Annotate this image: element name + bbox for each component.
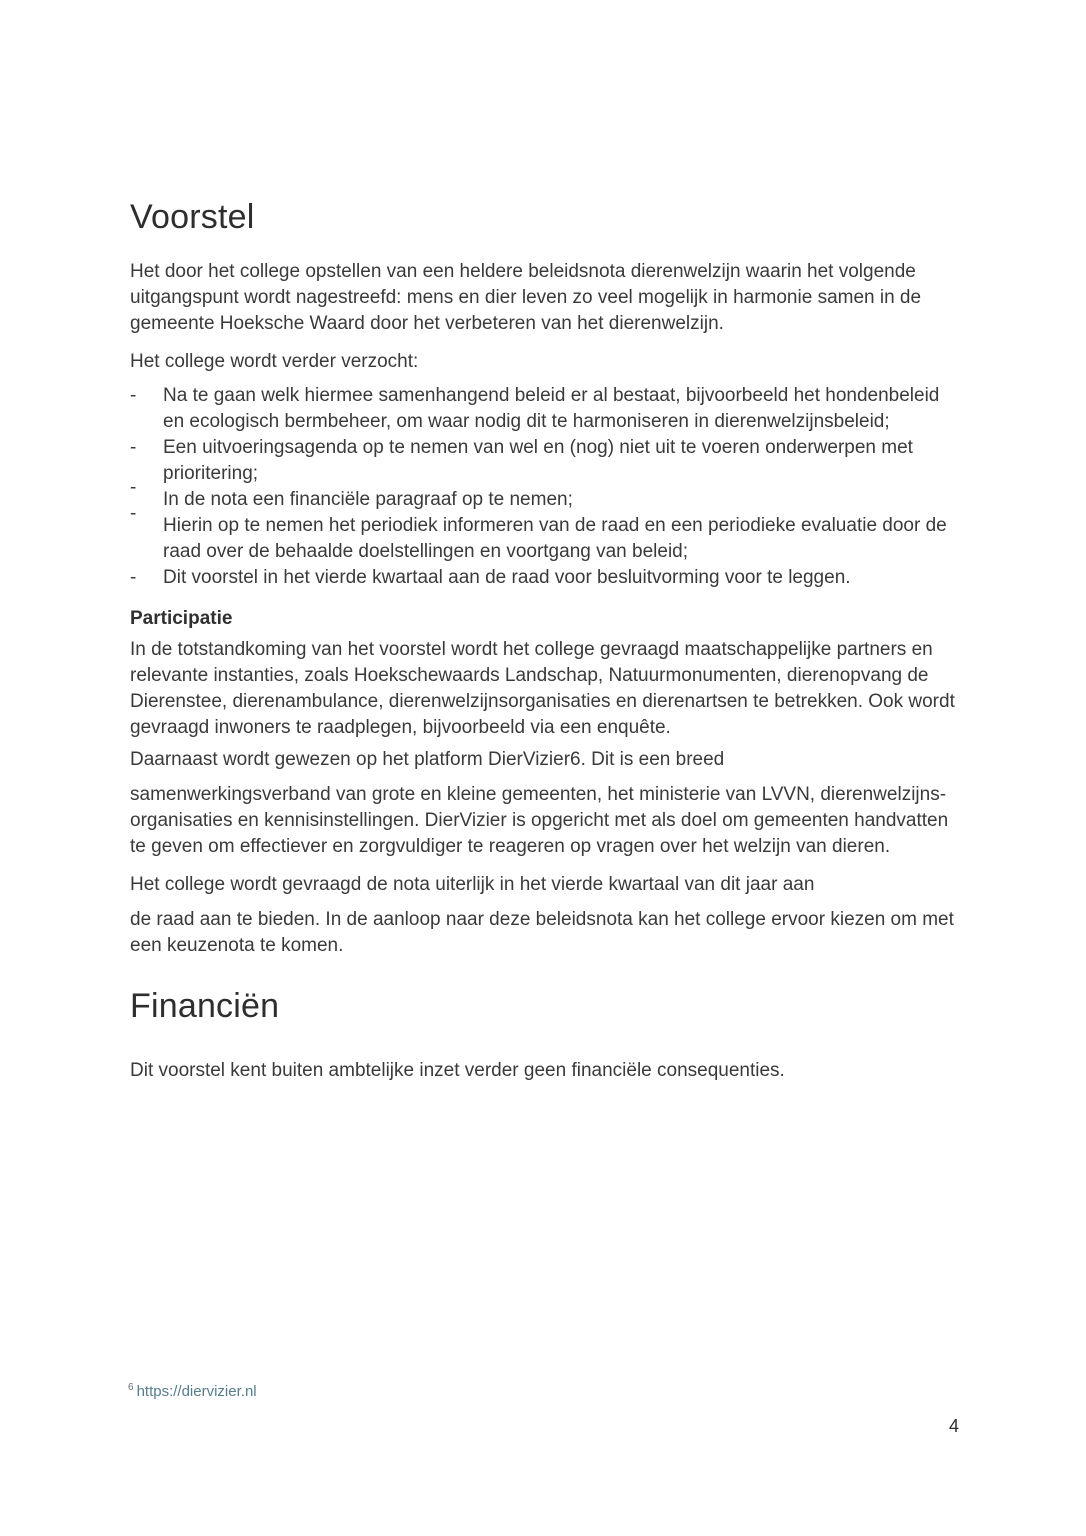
participatie-paragraph-3: [130, 872, 955, 959]
page-number: 4: [948, 1416, 959, 1436]
dash-bullet-icon: -: [130, 502, 137, 524]
footnote-link[interactable]: https://diervizier.nl: [136, 1383, 257, 1400]
footnote-marker: 6: [128, 1382, 134, 1393]
participatie-paragraph-2: [130, 747, 955, 860]
voorstel-request-lead: Het college wordt verder verzocht:: [130, 350, 419, 372]
section-title-financien: Financiën: [130, 986, 280, 1025]
paragraph-line: Het college wordt gevraagd de nota uiterlijk in het vierde kwartaal van dit jaar aan: [130, 873, 815, 895]
participatie-paragraph-1: In de totstandkoming van het voorstel wordt het college gevraagd maatschappelijke partners en relevante instanties, zoals Hoekschewaards Landschap, Natuurmonumenten, dierenopvang de Dierenstee, dierenambulance, dierenwelzijnsorganisaties en dierenartsen te betrekken. Ook wordt gevraagd inwoners te raadplegen, bijvoorbeeld via een enquête.: [130, 638, 955, 738]
dash-bullet-icon: -: [130, 476, 137, 498]
section-title-voorstel: Voorstel: [130, 198, 255, 236]
list-item: [130, 502, 955, 565]
list-item-text: Na te gaan welk hiermee samenhangend beleid er al bestaat, bijvoorbeeld het hondenbeleid en ecologisch bermbeheer, om waar nodig dit te harmoniseren in dierenwelzijnsbeleid;: [163, 384, 940, 432]
list-item: [130, 435, 955, 487]
list-item-text: Dit voorstel in het vierde kwartaal aan de raad voor besluitvorming voor te leggen.: [163, 566, 851, 588]
voorstel-bullet-list: [130, 383, 955, 591]
dash-bullet-icon: -: [130, 436, 137, 458]
list-item-text: In de nota een financiële paragraaf op te nemen;: [163, 488, 573, 510]
paragraph-body: samenwerkingsverband van grote en kleine gemeenten, het ministerie van LVVN, dierenwelzijns-organisaties en kennisinstellingen. DierVizier is opgericht met als doel om gemeenten handvatten te geven om effectiever en zorgvuldiger te reageren op vragen over het welzijn van dieren.: [130, 783, 949, 857]
list-item: [130, 383, 955, 435]
financien-paragraph: Dit voorstel kent buiten ambtelijke inzet verder geen financiële consequenties.: [130, 1059, 785, 1081]
footnote: [128, 1378, 257, 1402]
list-item-text: Hierin op te nemen het periodiek informeren van de raad en een periodieke evaluatie door de raad over de behaalde doelstellingen en voortgang van beleid;: [163, 514, 947, 562]
subsection-heading-participatie: Participatie: [130, 607, 233, 629]
list-item: [130, 565, 955, 591]
paragraph-line: Daarnaast wordt gewezen op het platform DierVizier6. Dit is een breed: [130, 748, 725, 770]
list-item-text: Een uitvoeringsagenda op te nemen van wel en (nog) niet uit te voeren onderwerpen met prioritering;: [163, 436, 913, 484]
dash-bullet-icon: -: [130, 566, 137, 588]
voorstel-intro-paragraph: Het door het college opstellen van een heldere beleidsnota dierenwelzijn waarin het volgende uitgangspunt wordt nagestreefd: mens en dier leven zo veel mogelijk in harmonie samen in de gemeente Hoeksche Waard door het verbeteren van het dierenwelzijn.: [130, 260, 922, 334]
list-item: [130, 476, 955, 513]
dash-bullet-icon: -: [130, 384, 137, 406]
paragraph-body: de raad aan te bieden. In de aanloop naar deze beleidsnota kan het college ervoor kiezen om met een keuzenota te komen.: [130, 908, 954, 956]
